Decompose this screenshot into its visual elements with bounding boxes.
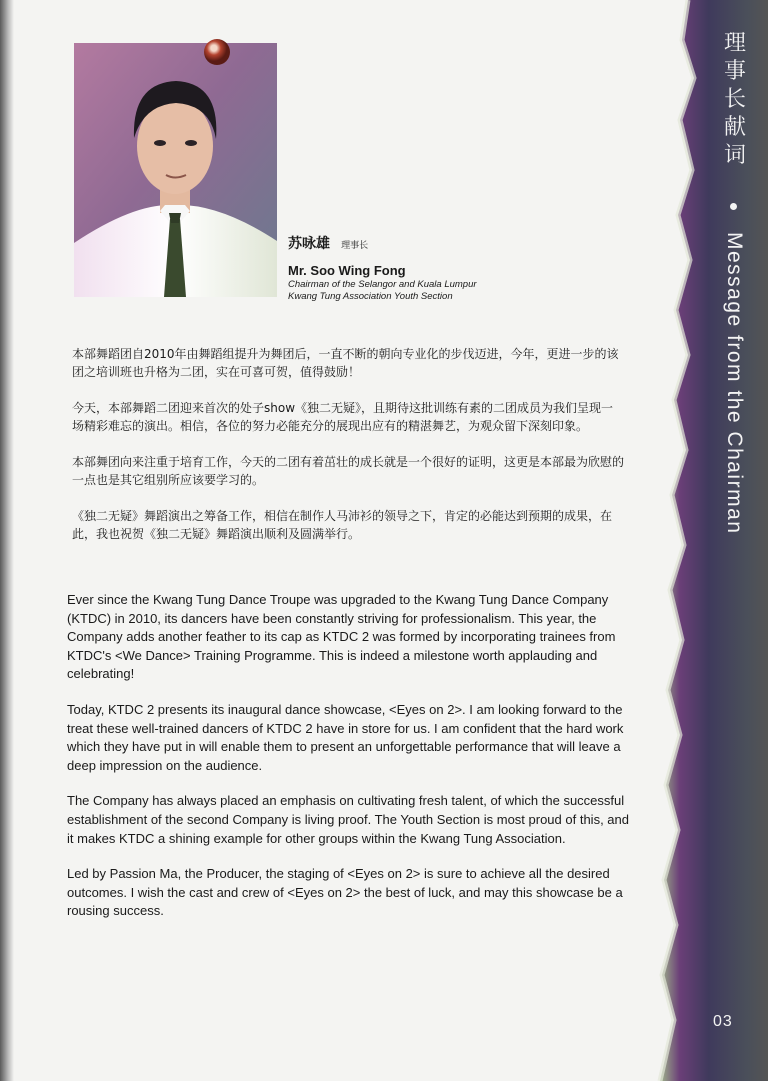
chairman-portrait <box>74 43 277 297</box>
message-body-chinese <box>72 345 624 561</box>
sidebar-separator-dot <box>730 203 737 210</box>
paragraph-en: The Company has always placed an emphasis on cultivating fresh talent, of which the successful establishment of the second Company is living proof. The Youth Section is most proud of this, and it makes KTDC a shining example for other groups within the Kwang Tung Association. <box>67 793 629 846</box>
page-number: 03 <box>713 1013 733 1030</box>
chairman-title-cn: 理事长 <box>341 241 369 251</box>
paragraph-cn: 本部舞蹈团自2010年由舞蹈组提升为舞团后，一直不断的朝向专业化的步伐迈进，今年，更进一步的该团之培训班也升格为二团，实在可喜可贺，值得鼓励！ <box>72 347 619 379</box>
chairman-name-block <box>288 233 568 303</box>
sidebar-title-cn: 理事长献词 <box>723 31 746 168</box>
paragraph-cn: 今天，本部舞蹈二团迎来首次的处子show《独二无疑》，且期待这批训练有素的二团成员为我们呈现一场精彩难忘的演出。相信，各位的努力必能充分的展现出应有的精湛舞艺，为观众留下深刻印象。 <box>72 401 614 433</box>
binding-shadow <box>0 0 14 1081</box>
paragraph-en: Ever since the Kwang Tung Dance Troupe was upgraded to the Kwang Tung Dance Company (KTDC) in 2010, its dancers have been constantly striving for professionalism. This year, the Company adds another feather to its cap as KTDC 2 was formed by incorporating trainees from KTDC's <We Dance> Training Programme. This is indeed a milestone worth applauding and celebrating! <box>67 592 616 682</box>
chairman-name-cn: 苏咏雄 <box>288 236 330 252</box>
chairman-name-en: Mr. Soo Wing Fong <box>288 263 406 278</box>
message-body-english <box>67 591 637 938</box>
paragraph-cn: 《独二无疑》舞蹈演出之筹备工作，相信在制作人马沛衫的领导之下，肯定的必能达到预期的成果，在此，我也祝贺《独二无疑》舞蹈演出顺利及圆满举行。 <box>72 509 613 541</box>
pushpin-icon <box>204 39 230 65</box>
sidebar-title-en: Message from the Chairman <box>723 232 746 535</box>
paragraph-en: Led by Passion Ma, the Producer, the staging of <Eyes on 2> is sure to achieve all the desired outcomes. I wish the cast and crew of <Eyes on 2> the best of luck, and may this showcase be a rousing success. <box>67 866 623 919</box>
paragraph-en: Today, KTDC 2 presents its inaugural dance showcase, <Eyes on 2>. I am looking forward to the treat these well-trained dancers of KTDC 2 have in store for us. I am confident that the hard work which they have put in will enable them to present an unforgettable performance that will leave a deep impression on the audience. <box>67 701 624 773</box>
paragraph-cn: 本部舞团向来注重于培育工作，今天的二团有着茁壮的成长就是一个很好的证明，这更是本部最为欣慰的一点也是其它组别所应该要学习的。 <box>72 455 625 487</box>
chairman-role-line-2: Kwang Tung Association Youth Section <box>288 291 453 302</box>
chairman-role-line-1: Chairman of the Selangor and Kuala Lumpur <box>288 279 477 290</box>
